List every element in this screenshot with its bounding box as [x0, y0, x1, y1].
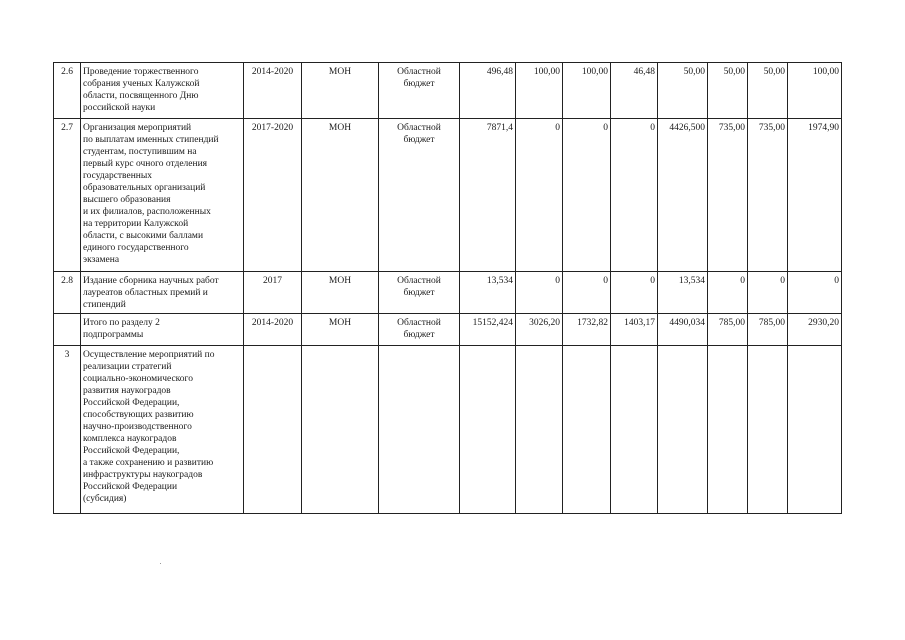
year-amount: 50,00: [683, 67, 705, 77]
funding-source-line: бюджет: [403, 288, 435, 298]
row-number-cell: [54, 314, 81, 346]
year-amount: 100,00: [812, 67, 839, 77]
year-amount: 0: [650, 276, 655, 286]
years-text: 2017: [263, 276, 282, 286]
year-amount-cell: [611, 314, 658, 346]
executor-text: МОН: [328, 123, 352, 133]
year-amount: 1974,90: [808, 123, 839, 133]
executor-text: МОН: [328, 276, 352, 286]
year-amount-cell: [611, 63, 658, 119]
scan-speck: [160, 563, 161, 564]
year-amount-cell: [708, 272, 748, 314]
activity-name-line: комплекса наукоградов: [83, 434, 177, 444]
funding-source-cell: [379, 63, 460, 119]
year-amount: 785,00: [718, 318, 745, 328]
year-amount: 785,00: [758, 318, 785, 328]
activity-name-line: подпрограммы: [83, 330, 144, 340]
table-row: [54, 272, 842, 314]
year-amount: 50,00: [723, 67, 745, 77]
activity-name-cell: [81, 119, 244, 272]
year-amount: 1403,17: [624, 318, 655, 328]
activity-name-line: государственных: [83, 171, 153, 181]
activity-name-line: на территории Калужской: [83, 219, 189, 229]
year-amount-cell: [563, 272, 611, 314]
years-cell: [244, 63, 302, 119]
row-number: 2.6: [61, 67, 73, 77]
activity-name-line: области, посвященного Дню: [83, 91, 199, 101]
activity-name-line: студентам, поступившим на: [83, 147, 197, 157]
activity-name-line: развития наукоградов: [83, 386, 171, 396]
year-amount: 0: [834, 276, 839, 286]
years-cell: [244, 314, 302, 346]
year-amount: 4490,034: [669, 318, 705, 328]
year-amount: 100,00: [533, 67, 560, 77]
executor-cell: [302, 119, 379, 272]
activity-name-line: высшего образования: [83, 195, 171, 205]
funding-source-line: Областной: [397, 67, 441, 77]
year-amount: 0: [603, 276, 608, 286]
table-row: [54, 346, 842, 514]
activity-name-line: инфраструктуры наукоградов: [83, 470, 203, 480]
year-amount: 50,00: [763, 67, 785, 77]
year-amount: 0: [650, 123, 655, 133]
row-number: 2.8: [61, 276, 73, 286]
year-amount: 2930,20: [808, 318, 839, 328]
years-text: 2014-2020: [251, 318, 294, 328]
year-amount-cell: [563, 346, 611, 514]
year-amount-cell: [611, 346, 658, 514]
year-amount: 13,534: [678, 276, 705, 286]
activity-name-line: Итого по разделу 2: [83, 318, 160, 328]
row-number: 3: [64, 350, 70, 360]
year-amount: 0: [780, 276, 785, 286]
total-amount: 15152,424: [472, 318, 513, 328]
funding-source-line: Областной: [397, 276, 441, 286]
year-amount: 100,00: [581, 67, 608, 77]
activity-name-line: Российской Федерации,: [83, 398, 180, 408]
year-amount-cell: [611, 119, 658, 272]
year-amount: 4426,500: [669, 123, 705, 133]
activity-name-line: Российской Федерации,: [83, 446, 180, 456]
year-amount-cell: [708, 314, 748, 346]
year-amount-cell: [516, 272, 563, 314]
executor-cell: [302, 314, 379, 346]
row-number: 2.7: [61, 123, 73, 133]
activity-name-cell: [81, 63, 244, 119]
row-number-cell: [54, 63, 81, 119]
row-number-cell: [54, 119, 81, 272]
table-row: [54, 63, 842, 119]
funding-source-line: бюджет: [403, 79, 435, 89]
year-amount-cell: [658, 272, 708, 314]
year-amount: 3026,20: [529, 318, 560, 328]
year-amount-cell: [748, 63, 788, 119]
funding-source-line: Областной: [397, 318, 441, 328]
year-amount-cell: [516, 119, 563, 272]
activity-name-line: социально-экономического: [83, 374, 193, 384]
years-text: 2014-2020: [251, 67, 294, 77]
year-amount-cell: [516, 63, 563, 119]
activity-name-line: (субсидия): [83, 494, 127, 504]
funding-source-cell: [379, 346, 460, 514]
activity-name-line: области, с высокими баллами: [83, 231, 204, 241]
program-table: [53, 62, 842, 514]
activity-name-line: стипендий: [83, 300, 126, 310]
activity-name-line: Организация мероприятий: [83, 123, 192, 133]
activity-name-line: единого государственного: [83, 243, 189, 253]
executor-text: МОН: [328, 67, 352, 77]
year-amount-cell: [611, 272, 658, 314]
year-amount-cell: [788, 314, 842, 346]
years-cell: [244, 272, 302, 314]
table-row: [54, 119, 842, 272]
year-amount-cell: [516, 314, 563, 346]
activity-name-line: реализации стратегий: [83, 362, 172, 372]
year-amount-cell: [788, 63, 842, 119]
activity-name-line: образовательных организаций: [83, 183, 206, 193]
activity-name-line: Российской Федерации: [83, 482, 178, 492]
executor-text: МОН: [328, 318, 352, 328]
activity-name-line: лауреатов областных премий и: [83, 288, 208, 298]
year-amount-cell: [748, 314, 788, 346]
years-cell: [244, 119, 302, 272]
activity-name-line: способствующих развитию: [83, 410, 194, 420]
total-amount: 496,48: [486, 67, 513, 77]
years-text: 2017-2020: [251, 123, 294, 133]
activity-name-line: научно-производственного: [83, 422, 192, 432]
year-amount-cell: [708, 63, 748, 119]
year-amount-cell: [658, 314, 708, 346]
year-amount-cell: [788, 272, 842, 314]
years-cell: [244, 346, 302, 514]
year-amount-cell: [748, 272, 788, 314]
row-number-cell: [54, 272, 81, 314]
activity-name-cell: [81, 346, 244, 514]
funding-source-cell: [379, 314, 460, 346]
funding-source-cell: [379, 119, 460, 272]
activity-name-line: по выплатам именных стипендий: [83, 135, 219, 145]
funding-source-line: Областной: [397, 123, 441, 133]
total-amount-cell: [460, 119, 516, 272]
year-amount: 735,00: [718, 123, 745, 133]
activity-name-line: и их филиалов, расположенных: [83, 207, 211, 217]
activity-name-line: Осуществление мероприятий по: [83, 350, 215, 360]
funding-source-line: бюджет: [403, 135, 435, 145]
funding-source-line: бюджет: [403, 330, 435, 340]
year-amount: 0: [555, 123, 560, 133]
row-number-cell: [54, 346, 81, 514]
total-amount: 13,534: [486, 276, 513, 286]
year-amount-cell: [748, 346, 788, 514]
executor-cell: [302, 272, 379, 314]
activity-name-line: российской науки: [83, 103, 156, 113]
table-row: [54, 314, 842, 346]
year-amount: 0: [603, 123, 608, 133]
year-amount-cell: [658, 63, 708, 119]
year-amount: 735,00: [758, 123, 785, 133]
executor-cell: [302, 346, 379, 514]
year-amount-cell: [788, 346, 842, 514]
year-amount-cell: [516, 346, 563, 514]
year-amount-cell: [708, 119, 748, 272]
activity-name-line: первый курс очного отделения: [83, 159, 208, 169]
year-amount: 1732,82: [577, 318, 608, 328]
year-amount-cell: [563, 119, 611, 272]
activity-name-line: Проведение торжественного: [83, 67, 199, 77]
activity-name-line: а также сохранению и развитию: [83, 458, 214, 468]
total-amount-cell: [460, 272, 516, 314]
year-amount: 0: [555, 276, 560, 286]
year-amount-cell: [563, 63, 611, 119]
year-amount-cell: [708, 346, 748, 514]
activity-name-line: собрания ученых Калужской: [83, 79, 200, 89]
year-amount-cell: [563, 314, 611, 346]
activity-name-cell: [81, 314, 244, 346]
year-amount: 46,48: [633, 67, 655, 77]
activity-name-cell: [81, 272, 244, 314]
table-body: [54, 63, 842, 514]
year-amount-cell: [748, 119, 788, 272]
funding-source-cell: [379, 272, 460, 314]
total-amount-cell: [460, 63, 516, 119]
total-amount-cell: [460, 346, 516, 514]
activity-name-line: Издание сборника научных работ: [83, 276, 219, 286]
activity-name-line: экзамена: [83, 255, 120, 265]
year-amount-cell: [658, 119, 708, 272]
year-amount-cell: [788, 119, 842, 272]
year-amount: 0: [740, 276, 745, 286]
total-amount-cell: [460, 314, 516, 346]
executor-cell: [302, 63, 379, 119]
total-amount: 7871,4: [486, 123, 513, 133]
year-amount-cell: [658, 346, 708, 514]
